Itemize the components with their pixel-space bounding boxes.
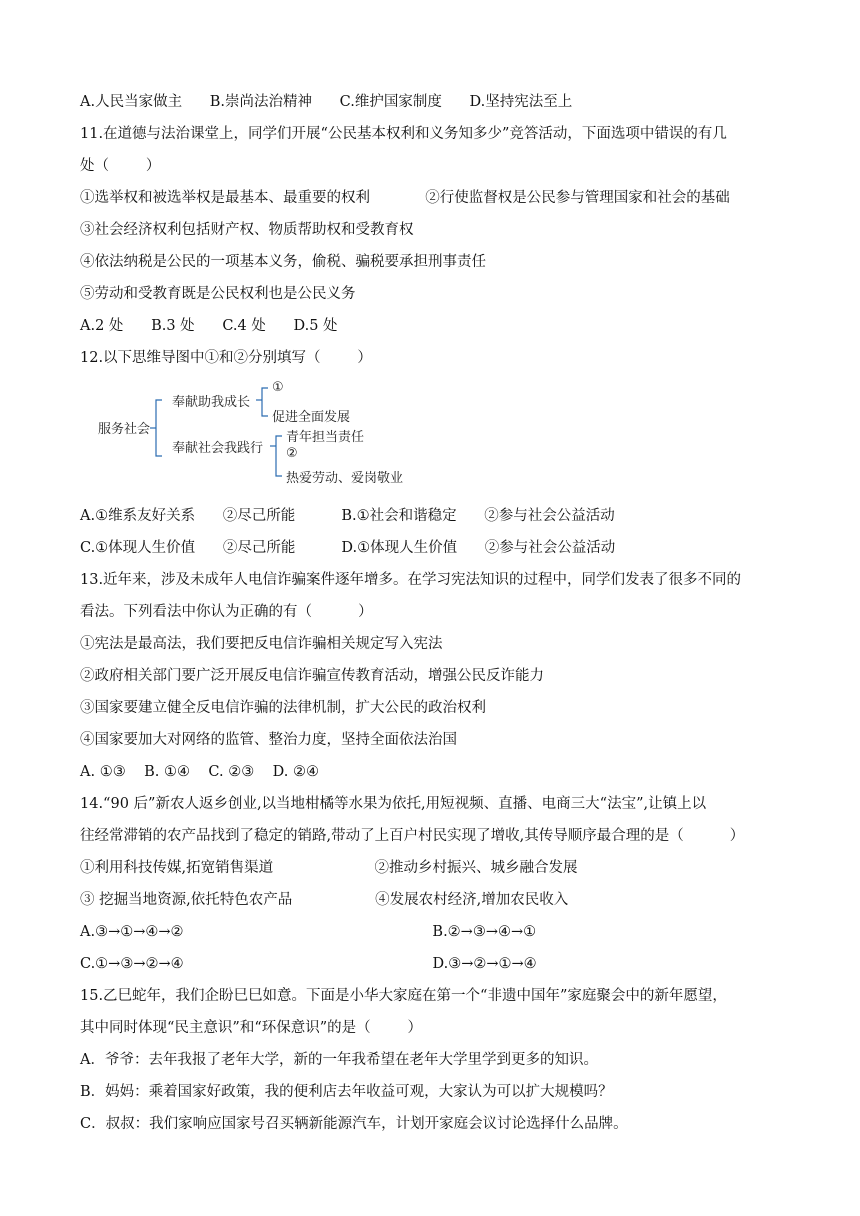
mind-map-branch2-leaf3: 热爱劳动、爱岗敬业	[286, 471, 404, 486]
q14-stem-line2: 往经常滞销的农产品找到了稳定的销路,带动了上百户村民实现了增收,其传导顺序最合理的是（ ）	[80, 828, 745, 844]
q13-statement-1: ①宪法是最高法，我们要把反电信诈骗相关规定写入宪法	[80, 636, 443, 652]
mind-map-branch2-leaf1: 青年担当责任	[286, 430, 365, 445]
q11-options: A.2 处 B.3 处 C.4 处 D.5 处	[80, 318, 338, 334]
q13-stem-line1: 13.近年来，涉及未成年人电信诈骗案件逐年增多。在学习宪法知识的过程中，同学们发表了很多不同的	[80, 572, 742, 588]
q11-statement-1-2: ①选举权和被选举权是最基本、最重要的权利 ②行使监督权是公民参与管理国家和社会的基础	[80, 190, 730, 206]
q10-options: A.人民当家做主 B.崇尚法治精神 C.维护国家制度 D.坚持宪法至上	[80, 94, 573, 110]
q14-options-ab: A.③→①→④→② B.②→③→④→①	[80, 924, 537, 940]
mind-map-branch1-leaf2: 促进全面发展	[272, 410, 351, 425]
q11-stem-line1: 11.在道德与法治课堂上，同学们开展“公民基本权利和义务知多少”竞答活动，下面选项中错误的有几	[80, 126, 727, 142]
mind-map	[96, 380, 436, 490]
q14-options-cd: C.①→③→②→④ D.③→②→①→④	[80, 956, 537, 972]
q15-option-b: B．妈妈：乘着国家好政策，我的便利店去年收益可观，大家认为可以扩大规模吗？	[80, 1084, 613, 1100]
q14-statement-3-4: ③ 挖掘当地资源,依托特色农产品 ④发展农村经济,增加农民收入	[80, 892, 569, 908]
q11-statement-4: ④依法纳税是公民的一项基本义务，偷税、骗税要承担刑事责任	[80, 254, 486, 270]
q12-stem: 12.以下思维导图中①和②分别填写（ ）	[80, 350, 372, 366]
q15-stem-line1: 15.乙巳蛇年，我们企盼巳巳如意。下面是小华大家庭在第一个“非遗中国年”家庭聚会中的新年愿望，	[80, 988, 727, 1004]
mind-map-branch-1: 奉献助我成长	[172, 395, 251, 410]
q13-options: A. ①③ B. ①④ C. ②③ D. ②④	[80, 764, 319, 780]
q13-statement-4: ④国家要加大对网络的监管、整治力度，坚持全面依法治国	[80, 732, 457, 748]
q14-statement-1-2: ①利用科技传媒,拓宽销售渠道 ②推动乡村振兴、城乡融合发展	[80, 860, 578, 876]
q11-stem-line2: 处（ ）	[80, 158, 161, 174]
q15-stem-line2: 其中同时体现“民主意识”和“环保意识”的是（ ）	[80, 1020, 423, 1036]
mind-map-root: 服务社会	[98, 422, 151, 437]
mind-map-branch1-leaf1: ①	[272, 380, 284, 395]
mind-map-branch2-leaf2: ②	[286, 446, 298, 461]
q11-statement-5: ⑤劳动和受教育既是公民权利也是公民义务	[80, 286, 356, 302]
q12-options-ab: A.①维系友好关系 ②尽己所能 B.①社会和谐稳定 ②参与社会公益活动	[80, 508, 615, 524]
q13-statement-2: ②政府相关部门要广泛开展反电信诈骗宣传教育活动，增强公民反诈能力	[80, 668, 544, 684]
q15-option-a: A．爷爷：去年我报了老年大学，新的一年我希望在老年大学里学到更多的知识。	[80, 1052, 598, 1068]
q11-statement-3: ③社会经济权利包括财产权、物质帮助权和受教育权	[80, 222, 414, 238]
q13-statement-3: ③国家要建立健全反电信诈骗的法律机制，扩大公民的政治权利	[80, 700, 486, 716]
q12-options-cd: C.①体现人生价值 ②尽己所能 D.①体现人生价值 ②参与社会公益活动	[80, 540, 616, 556]
mind-map-branch-2: 奉献社会我践行	[172, 441, 264, 456]
q13-stem-line2: 看法。下列看法中你认为正确的有（ ）	[80, 604, 373, 620]
q14-stem-line1: 14.“90 后”新农人返乡创业,以当地柑橘等水果为依托,用短视频、直播、电商三大“法宝”,让镇上以	[80, 796, 707, 812]
q15-option-c: C．叔叔：我们家响应国家号召买辆新能源汽车，计划开家庭会议讨论选择什么品牌。	[80, 1116, 628, 1132]
